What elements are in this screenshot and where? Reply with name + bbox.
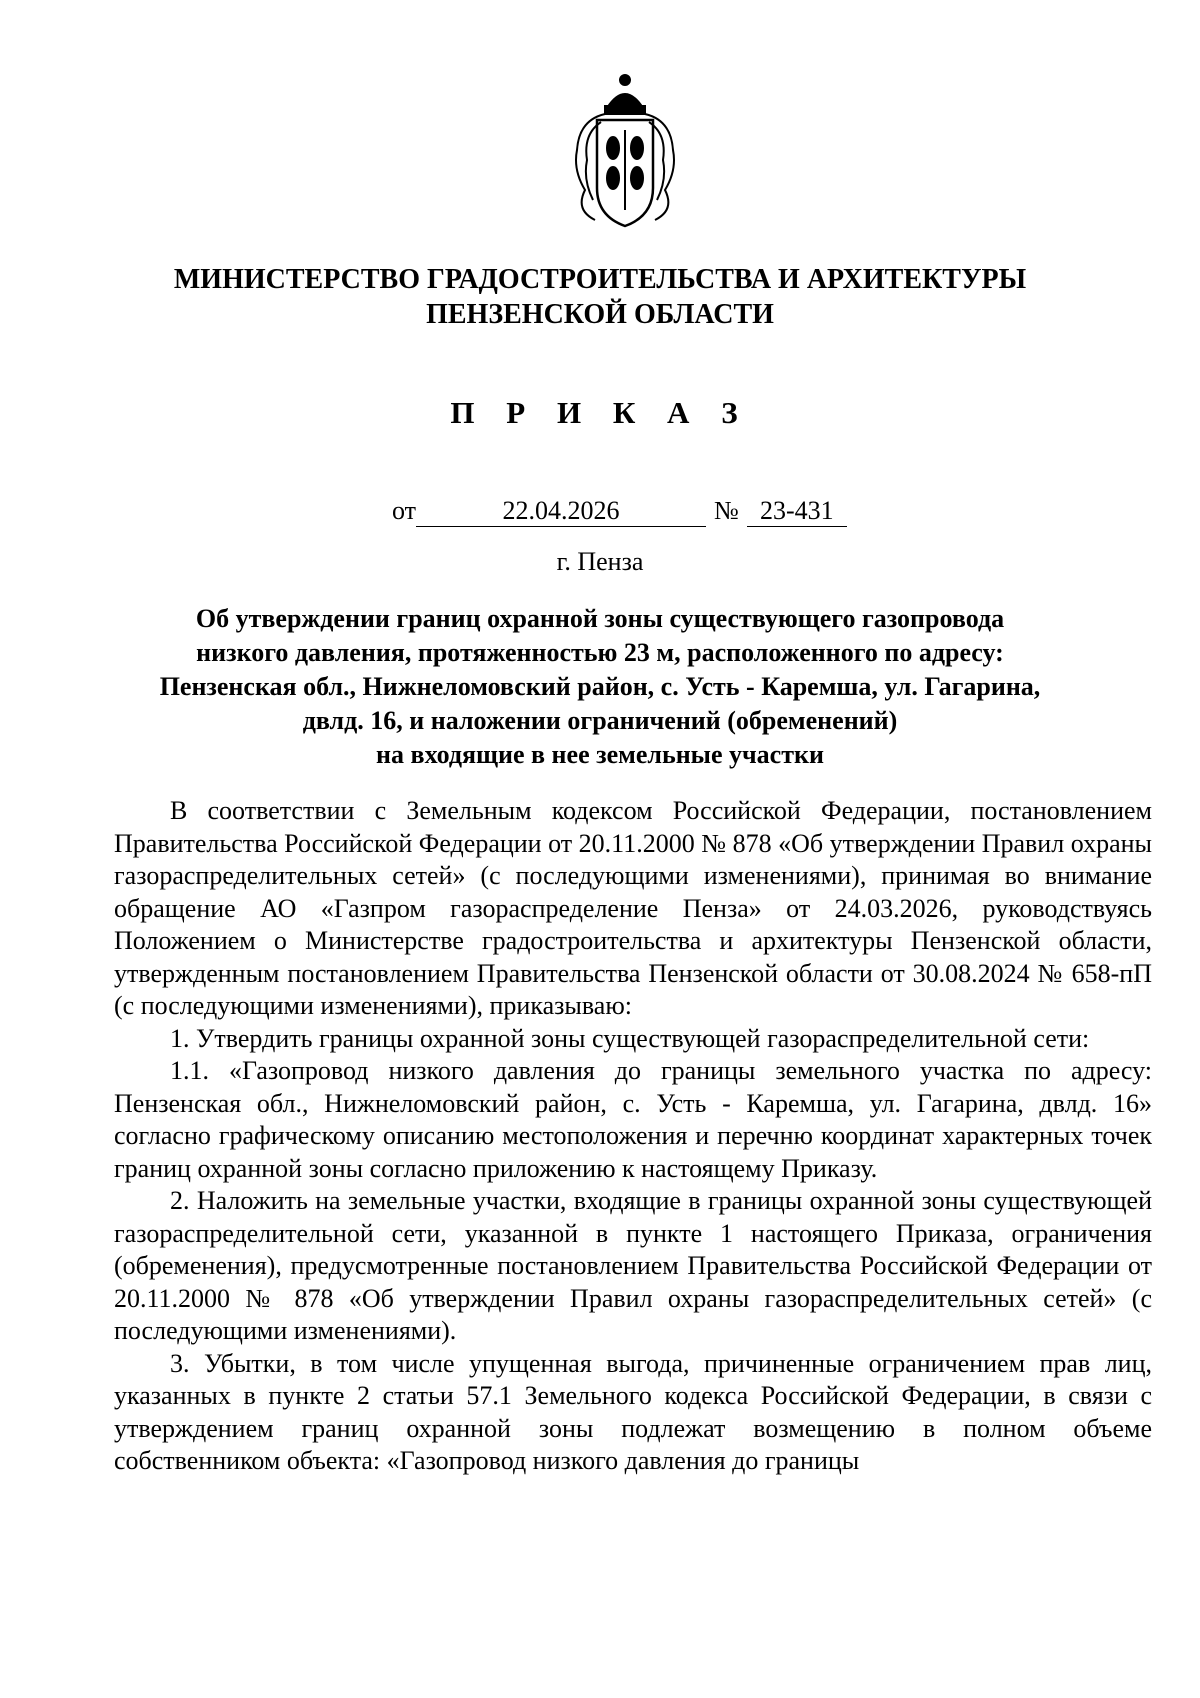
order-date-number-line bbox=[392, 494, 847, 528]
subject-line-3: Пензенская обл., Нижнеломовский район, с. Усть - Каремша, ул. Гагарина, bbox=[159, 672, 1041, 701]
subject-line-2: низкого давления, протяженностью 23 м, расположенного по адресу: bbox=[196, 638, 1004, 667]
coat-of-arms-icon bbox=[565, 70, 685, 240]
date-prefix: от bbox=[392, 496, 417, 525]
item-3-paragraph: 3. Убытки, в том числе упущенная выгода, причиненные ограничением прав лиц, указанных в пункте 2 статьи 57.1 Земельного кодекса Российской Федерации, в связи с утверждением границ охранной зоны подлежат возмещению в полном объеме собственником объекта: «Газопровод низкого давления до границы bbox=[114, 1348, 1152, 1475]
ministry-name bbox=[0, 262, 1200, 332]
order-number: 23-431 bbox=[747, 496, 847, 527]
order-subject bbox=[110, 602, 1090, 772]
number-prefix: № bbox=[714, 496, 739, 525]
item-1-paragraph: 1. Утвердить границы охранной зоны существующей газораспределительной сети: bbox=[170, 1023, 1090, 1053]
item-1-1-paragraph: 1.1. «Газопровод низкого давления до границы земельного участка по адресу: Пензенская обл., Нижнеломовский район, с. Усть - Каремша, ул. Гагарина, двлд. 16» согласно графическому описанию местоположения и перечню координат характерных точек границ охранной зоны согласно приложению к настоящему Приказу. bbox=[114, 1056, 1152, 1183]
ministry-line-1: МИНИСТЕРСТВО ГРАДОСТРОИТЕЛЬСТВА И АРХИТЕКТУРЫ bbox=[173, 264, 1027, 295]
order-date: 22.04.2026 bbox=[416, 496, 706, 527]
preamble-paragraph: В соответствии с Земельным кодексом Российской Федерации, постановлением Правительства Российской Федерации от 20.11.2000 № 878 «Об утверждении Правил охраны газораспределительных сетей» (с последующими изменениями), принимая во внимание обращение АО «Газпром газораспределение Пенза» от 24.03.2026, руководствуясь Положением о Министерстве градостроительства и архитектуры Пензенской области, утвержденным постановлением Правительства Пензенской области от 30.08.2024 № 658-пП (с последующими изменениями), приказываю: bbox=[114, 796, 1152, 1020]
order-title: П Р И К А З bbox=[450, 395, 750, 430]
subject-line-1: Об утверждении границ охранной зоны существующего газопровода bbox=[195, 604, 1005, 633]
order-body bbox=[114, 795, 1152, 1478]
order-city: г. Пенза bbox=[556, 547, 644, 576]
subject-line-4: двлд. 16, и наложении ограничений (обременений) bbox=[302, 706, 898, 735]
item-2-paragraph: 2. Наложить на земельные участки, входящие в границы охранной зоны существующей газораспределительной сети, указанной в пункте 1 настоящего Приказа, ограничения (обременения), предусмотренные постановлением Правительства Российской Федерации от 20.11.2000 № 878 «Об утверждении Правил охраны газораспределительных сетей» (с последующими изменениями). bbox=[114, 1186, 1152, 1345]
ministry-line-2: ПЕНЗЕНСКОЙ ОБЛАСТИ bbox=[426, 299, 774, 330]
subject-line-5: на входящие в нее земельные участки bbox=[376, 740, 824, 769]
